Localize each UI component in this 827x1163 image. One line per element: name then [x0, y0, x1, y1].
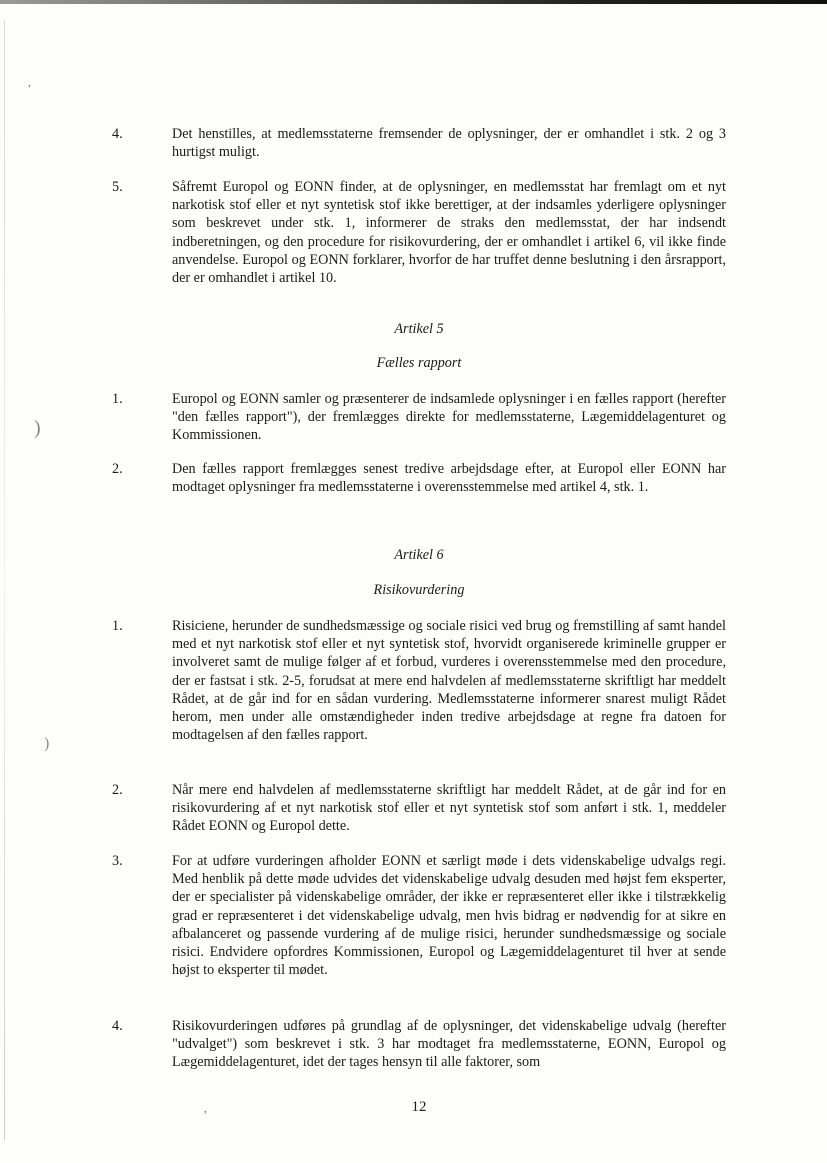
- article-6-paragraph-2: [112, 781, 726, 836]
- paragraph-number: 4.: [112, 1018, 123, 1034]
- article-5-paragraph-1: [112, 390, 726, 445]
- paragraph-text: For at udføre vurderingen afholder EONN et særligt møde i dets videnskabelige udvalgs regi. Med henblik på dette møde udvides det videnskabelige udvalg desuden med højst fem eksperter, der er specialister på videnskabelige områder, der ikke er repræsenteret eller ikke i tilstrækkelig grad er repræsenteret i det videnskabelige udvalg, men hvis bidrag er nødvendig for at sikre en afbalanceret og passende vurdering af de mulige risici, herunder sundhedsmæssige og sociale risici. Endvidere opfordres Kommissionen, Europol og Lægemiddelagenturet til hver at sende højst to eksperter til mødet.: [172, 853, 726, 979]
- paragraph-number: 3.: [112, 853, 123, 869]
- scan-mark: ,: [28, 77, 31, 89]
- article-6-paragraph-4: [112, 1017, 726, 1072]
- scan-top-edge: [0, 0, 827, 4]
- article-6-subheading: Risikovurdering: [373, 582, 465, 598]
- paragraph-4: [112, 125, 726, 161]
- paragraph-number: 4.: [112, 126, 123, 142]
- paragraph-text: Det henstilles, at medlemsstaterne fremsender de oplysninger, der er omhandlet i stk. 2 og 3 hurtigst muligt.: [172, 126, 726, 161]
- scan-mark: ): [44, 735, 50, 752]
- paragraph-text: Europol og EONN samler og præsenterer de indsamlede oplysninger i en fælles rapport (herefter "den fælles rapport"), der fremlægges direkte for medlemsstaterne, Lægemiddelagenturet og Kommissionen.: [172, 391, 726, 444]
- paragraph-5: [112, 178, 726, 287]
- paragraph-text: Den fælles rapport fremlægges senest tredive arbejdsdage efter, at Europol eller EONN har modtaget oplysninger fra medlemsstaterne i overensstemmelse med artikel 4, stk. 1.: [172, 461, 726, 496]
- paragraph-text: Såfremt Europol og EONN finder, at de oplysninger, en medlemsstat har fremlagt om et nyt narkotisk stof eller et nyt syntetisk stof ikke berettiger, at der indsamles yderligere oplysninger som beskrevet under stk. 1, informerer de straks den medlemsstat, der har indsendt indberetningen, og den procedure for risikovurdering, der er omhandlet i artikel 6, vil ikke finde anvendelse. Europol og EONN forklarer, hvorfor de har truffet denne beslutning i den årsrapport, der er omhandlet i artikel 10.: [172, 179, 726, 287]
- scan-left-edge: [4, 20, 5, 1140]
- article-6-paragraph-1: [112, 617, 726, 744]
- scan-mark: ,: [204, 1103, 207, 1115]
- article-5-subheading: Fælles rapport: [376, 355, 462, 371]
- article-6-paragraph-3: [112, 852, 726, 979]
- page-number: 12: [411, 1099, 427, 1115]
- paragraph-text: Risiciene, herunder de sundhedsmæssige og sociale risici ved brug og fremstilling af samt handel med et nyt narkotisk stof eller et nyt syntetisk stof, hvorvidt organiserede kriminelle grupper er involveret samt de mulige følger af et forbud, vurderes i overensstemmelse med den procedure, der er fastsat i stk. 2-5, forudsat at mere end halvdelen af medlemsstaterne skriftligt har meddelt Rådet, at de går ind for en sådan vurdering. Medlemsstaterne informerer snarest muligt Rådet herom, men under alle omstændigheder inden tredive arbejdsdage at regne fra datoen for modtagelsen af den fælles rapport.: [172, 618, 726, 744]
- paragraph-number: 1.: [112, 618, 123, 634]
- article-5-heading: Artikel 5: [394, 321, 444, 337]
- paragraph-text: Risikovurderingen udføres på grundlag af de oplysninger, det videnskabelige udvalg (herefter "udvalget") som beskrevet i stk. 3 har modtaget fra medlemsstaterne, EONN, Europol og Lægemiddelagenturet, idet der tages hensyn til alle faktorer, som: [172, 1018, 726, 1071]
- paragraph-number: 5.: [112, 179, 123, 195]
- paragraph-number: 1.: [112, 391, 123, 407]
- article-5-paragraph-2: [112, 460, 726, 496]
- scan-mark: ): [34, 417, 41, 439]
- paragraph-text: Når mere end halvdelen af medlemsstaterne skriftligt har meddelt Rådet, at de går ind for en risikovurdering af et nyt narkotisk stof eller et nyt syntetisk stof som anført i stk. 1, meddeler Rådet EONN og Europol dette.: [172, 782, 726, 835]
- paragraph-number: 2.: [112, 782, 123, 798]
- article-6-heading: Artikel 6: [394, 547, 444, 563]
- paragraph-number: 2.: [112, 461, 123, 477]
